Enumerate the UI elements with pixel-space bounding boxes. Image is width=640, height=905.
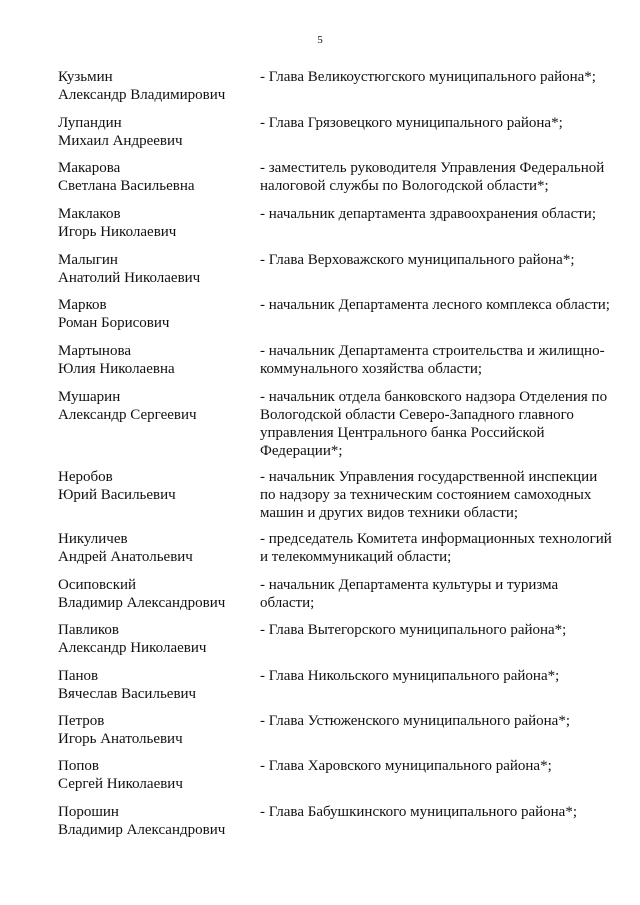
position-line: Вологодской области Северо-Западного главного xyxy=(260,407,574,423)
person-name xyxy=(58,205,254,241)
given-names: Игорь Анатольевич xyxy=(58,731,183,747)
surname: Маклаков xyxy=(58,206,121,222)
position-line: - Глава Бабушкинского муниципального района*; xyxy=(260,804,577,820)
position-line: по надзору за техническим состоянием самоходных xyxy=(260,487,592,503)
person-name xyxy=(58,159,254,195)
person-name xyxy=(58,388,254,424)
position-line: - начальник отдела банковского надзора Отделения по xyxy=(260,389,608,405)
given-names: Владимир Александрович xyxy=(58,595,226,611)
position-line: Федерации*; xyxy=(260,443,343,459)
position-line: коммунального хозяйства области; xyxy=(260,361,483,377)
surname: Мушарин xyxy=(58,389,121,405)
position-line: - начальник Управления государственной инспекции xyxy=(260,469,598,485)
position-description xyxy=(260,667,620,685)
given-names: Александр Сергеевич xyxy=(58,407,197,423)
person-name xyxy=(58,712,254,748)
position-line: области; xyxy=(260,595,315,611)
given-names: Анатолий Николаевич xyxy=(58,270,201,286)
position-description xyxy=(260,530,620,566)
given-names: Андрей Анатольевич xyxy=(58,549,193,565)
position-description xyxy=(260,712,620,730)
position-description xyxy=(260,621,620,639)
position-line: - Глава Устюженского муниципального района*; xyxy=(260,713,570,729)
position-line: - заместитель руководителя Управления Федеральной xyxy=(260,160,605,176)
position-description xyxy=(260,68,620,86)
surname: Панов xyxy=(58,668,99,684)
surname: Лупандин xyxy=(58,115,122,131)
position-description xyxy=(260,342,620,378)
surname: Неробов xyxy=(58,469,113,485)
given-names: Светлана Васильевна xyxy=(58,178,195,194)
page-number: 5 xyxy=(317,34,323,46)
given-names: Юрий Васильевич xyxy=(58,487,176,503)
position-line: - Глава Великоустюгского муниципального района*; xyxy=(260,69,596,85)
surname: Малыгин xyxy=(58,252,118,268)
surname: Никуличев xyxy=(58,531,128,547)
given-names: Михаил Андреевич xyxy=(58,133,183,149)
position-description xyxy=(260,251,620,269)
position-line: - начальник Департамента строительства и жилищно- xyxy=(260,343,605,359)
person-name xyxy=(58,68,254,104)
position-line: машин и других видов техники области; xyxy=(260,505,519,521)
position-line: - Глава Никольского муниципального района*; xyxy=(260,668,560,684)
surname: Павликов xyxy=(58,622,119,638)
position-line: - Глава Верховажского муниципального района*; xyxy=(260,252,575,268)
position-line: - начальник Департамента лесного комплекса области; xyxy=(260,297,610,313)
surname: Осиповский xyxy=(58,577,137,593)
given-names: Игорь Николаевич xyxy=(58,224,177,240)
person-name xyxy=(58,296,254,332)
position-line: - Глава Вытегорского муниципального района*; xyxy=(260,622,567,638)
person-name xyxy=(58,342,254,378)
surname: Петров xyxy=(58,713,105,729)
position-line: и телекоммуникаций области; xyxy=(260,549,452,565)
position-line: - председатель Комитета информационных технологий xyxy=(260,531,612,547)
position-description xyxy=(260,388,620,460)
surname: Мартынова xyxy=(58,343,132,359)
given-names: Юлия Николаевна xyxy=(58,361,175,377)
position-line: - Глава Харовского муниципального района*; xyxy=(260,758,552,774)
position-line: - начальник департамента здравоохранения области; xyxy=(260,206,596,222)
person-name xyxy=(58,803,254,839)
person-name xyxy=(58,621,254,657)
given-names: Владимир Александрович xyxy=(58,822,226,838)
position-line: - начальник Департамента культуры и туризма xyxy=(260,577,559,593)
given-names: Роман Борисович xyxy=(58,315,170,331)
position-description xyxy=(260,205,620,223)
position-description xyxy=(260,468,620,522)
person-name xyxy=(58,530,254,566)
given-names: Сергей Николаевич xyxy=(58,776,183,792)
person-name xyxy=(58,251,254,287)
person-name xyxy=(58,667,254,703)
person-name xyxy=(58,468,254,504)
position-description xyxy=(260,159,620,195)
surname: Кузьмин xyxy=(58,69,113,85)
position-description xyxy=(260,576,620,612)
position-description xyxy=(260,757,620,775)
person-name xyxy=(58,114,254,150)
person-name xyxy=(58,757,254,793)
surname: Попов xyxy=(58,758,99,774)
position-description xyxy=(260,803,620,821)
given-names: Александр Владимирович xyxy=(58,87,226,103)
given-names: Вячеслав Васильевич xyxy=(58,686,197,702)
position-description xyxy=(260,296,620,314)
given-names: Александр Николаевич xyxy=(58,640,207,656)
position-description xyxy=(260,114,620,132)
surname: Марков xyxy=(58,297,107,313)
position-line: налоговой службы по Вологодской области*; xyxy=(260,178,549,194)
surname: Порошин xyxy=(58,804,119,820)
position-line: управления Центрального банка Российской xyxy=(260,425,545,441)
surname: Макарова xyxy=(58,160,121,176)
person-name xyxy=(58,576,254,612)
position-line: - Глава Грязовецкого муниципального района*; xyxy=(260,115,563,131)
